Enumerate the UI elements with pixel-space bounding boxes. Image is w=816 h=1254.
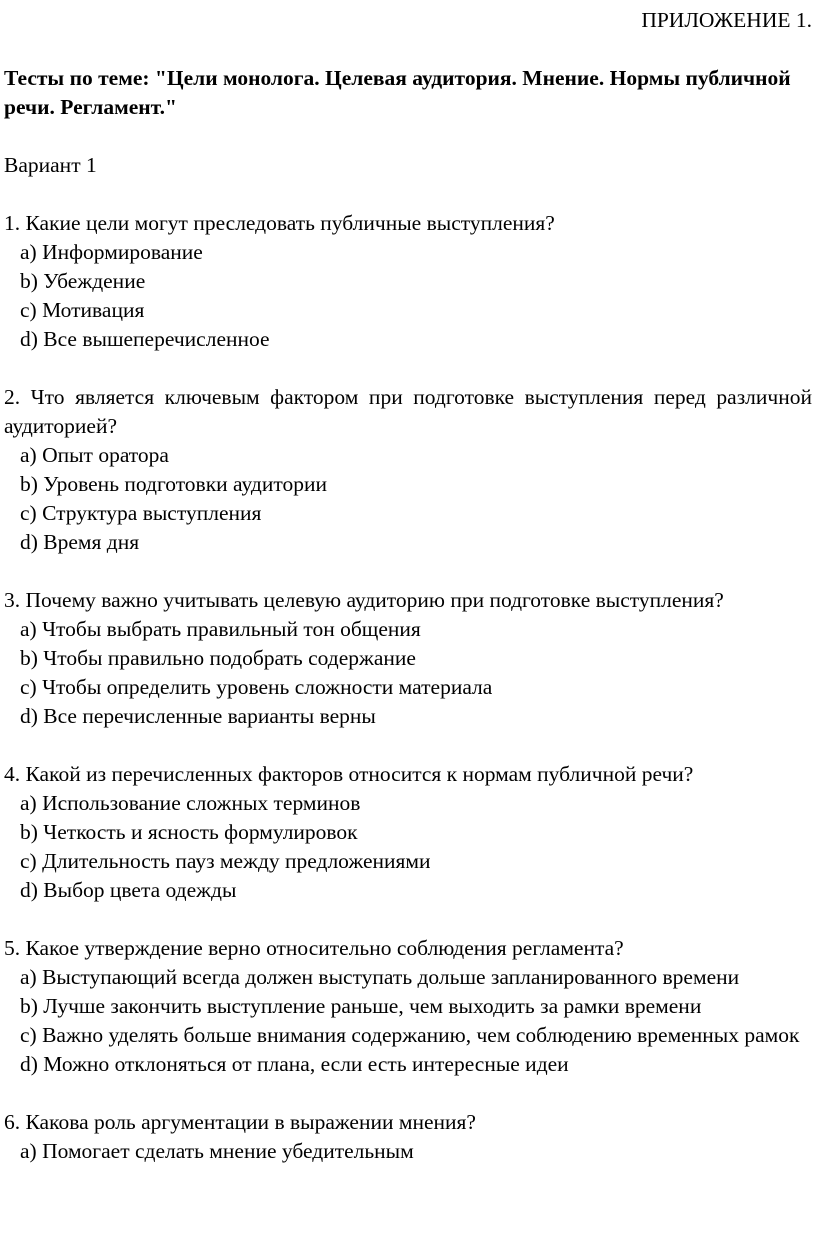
question-text: 4. Какой из перечисленных факторов относится к нормам публичной речи? (4, 762, 694, 786)
answer-option: c) Длительность пауз между предложениями (20, 849, 431, 873)
variant-label: Вариант 1 (4, 153, 97, 177)
document-page (4, 0, 812, 1166)
question-3 (4, 586, 812, 731)
answer-option: b) Четкость и ясность формулировок (20, 820, 358, 844)
answer-option: c) Важно уделять больше внимания содержанию, чем соблюдению временных рамок (20, 1023, 800, 1047)
answer-option: a) Опыт оратора (20, 443, 169, 467)
question-text: 6. Какова роль аргументации в выражении мнения? (4, 1110, 476, 1134)
question-text: 1. Какие цели могут преследовать публичные выступления? (4, 211, 555, 235)
document-title: Тесты по теме: "Цели монолога. Целевая аудитория. Мнение. Нормы публичной речи. Регламент." (4, 66, 791, 119)
question-5 (4, 934, 812, 1079)
question-4 (4, 760, 812, 905)
question-2 (4, 383, 812, 557)
answer-option: a) Использование сложных терминов (20, 791, 361, 815)
answer-option: b) Лучше закончить выступление раньше, чем выходить за рамки времени (20, 994, 702, 1018)
question-text: 3. Почему важно учитывать целевую аудиторию при подготовке выступления? (4, 588, 724, 612)
question-text: 2. Что является ключевым фактором при подготовке выступления перед различной аудиторией? (4, 385, 812, 438)
question-text: 5. Какое утверждение верно относительно соблюдения регламента? (4, 936, 624, 960)
answer-option: a) Выступающий всегда должен выступать дольше запланированного времени (20, 965, 740, 989)
answer-option: b) Убеждение (20, 269, 146, 293)
question-6 (4, 1108, 812, 1166)
appendix-label: ПРИЛОЖЕНИЕ 1. (641, 8, 812, 32)
answer-option: c) Мотивация (20, 298, 145, 322)
answer-option: d) Выбор цвета одежды (20, 878, 237, 902)
question-1 (4, 209, 812, 354)
answer-option: a) Информирование (20, 240, 203, 264)
answer-option: a) Помогает сделать мнение убедительным (20, 1139, 414, 1163)
answer-option: d) Можно отклоняться от плана, если есть интересные идеи (20, 1052, 569, 1076)
answer-option: d) Время дня (20, 530, 140, 554)
answer-option: c) Чтобы определить уровень сложности материала (20, 675, 493, 699)
answer-option: b) Чтобы правильно подобрать содержание (20, 646, 416, 670)
answer-option: d) Все перечисленные варианты верны (20, 704, 376, 728)
answer-option: c) Структура выступления (20, 501, 262, 525)
answer-option: b) Уровень подготовки аудитории (20, 472, 327, 496)
answer-option: a) Чтобы выбрать правильный тон общения (20, 617, 421, 641)
answer-option: d) Все вышеперечисленное (20, 327, 270, 351)
